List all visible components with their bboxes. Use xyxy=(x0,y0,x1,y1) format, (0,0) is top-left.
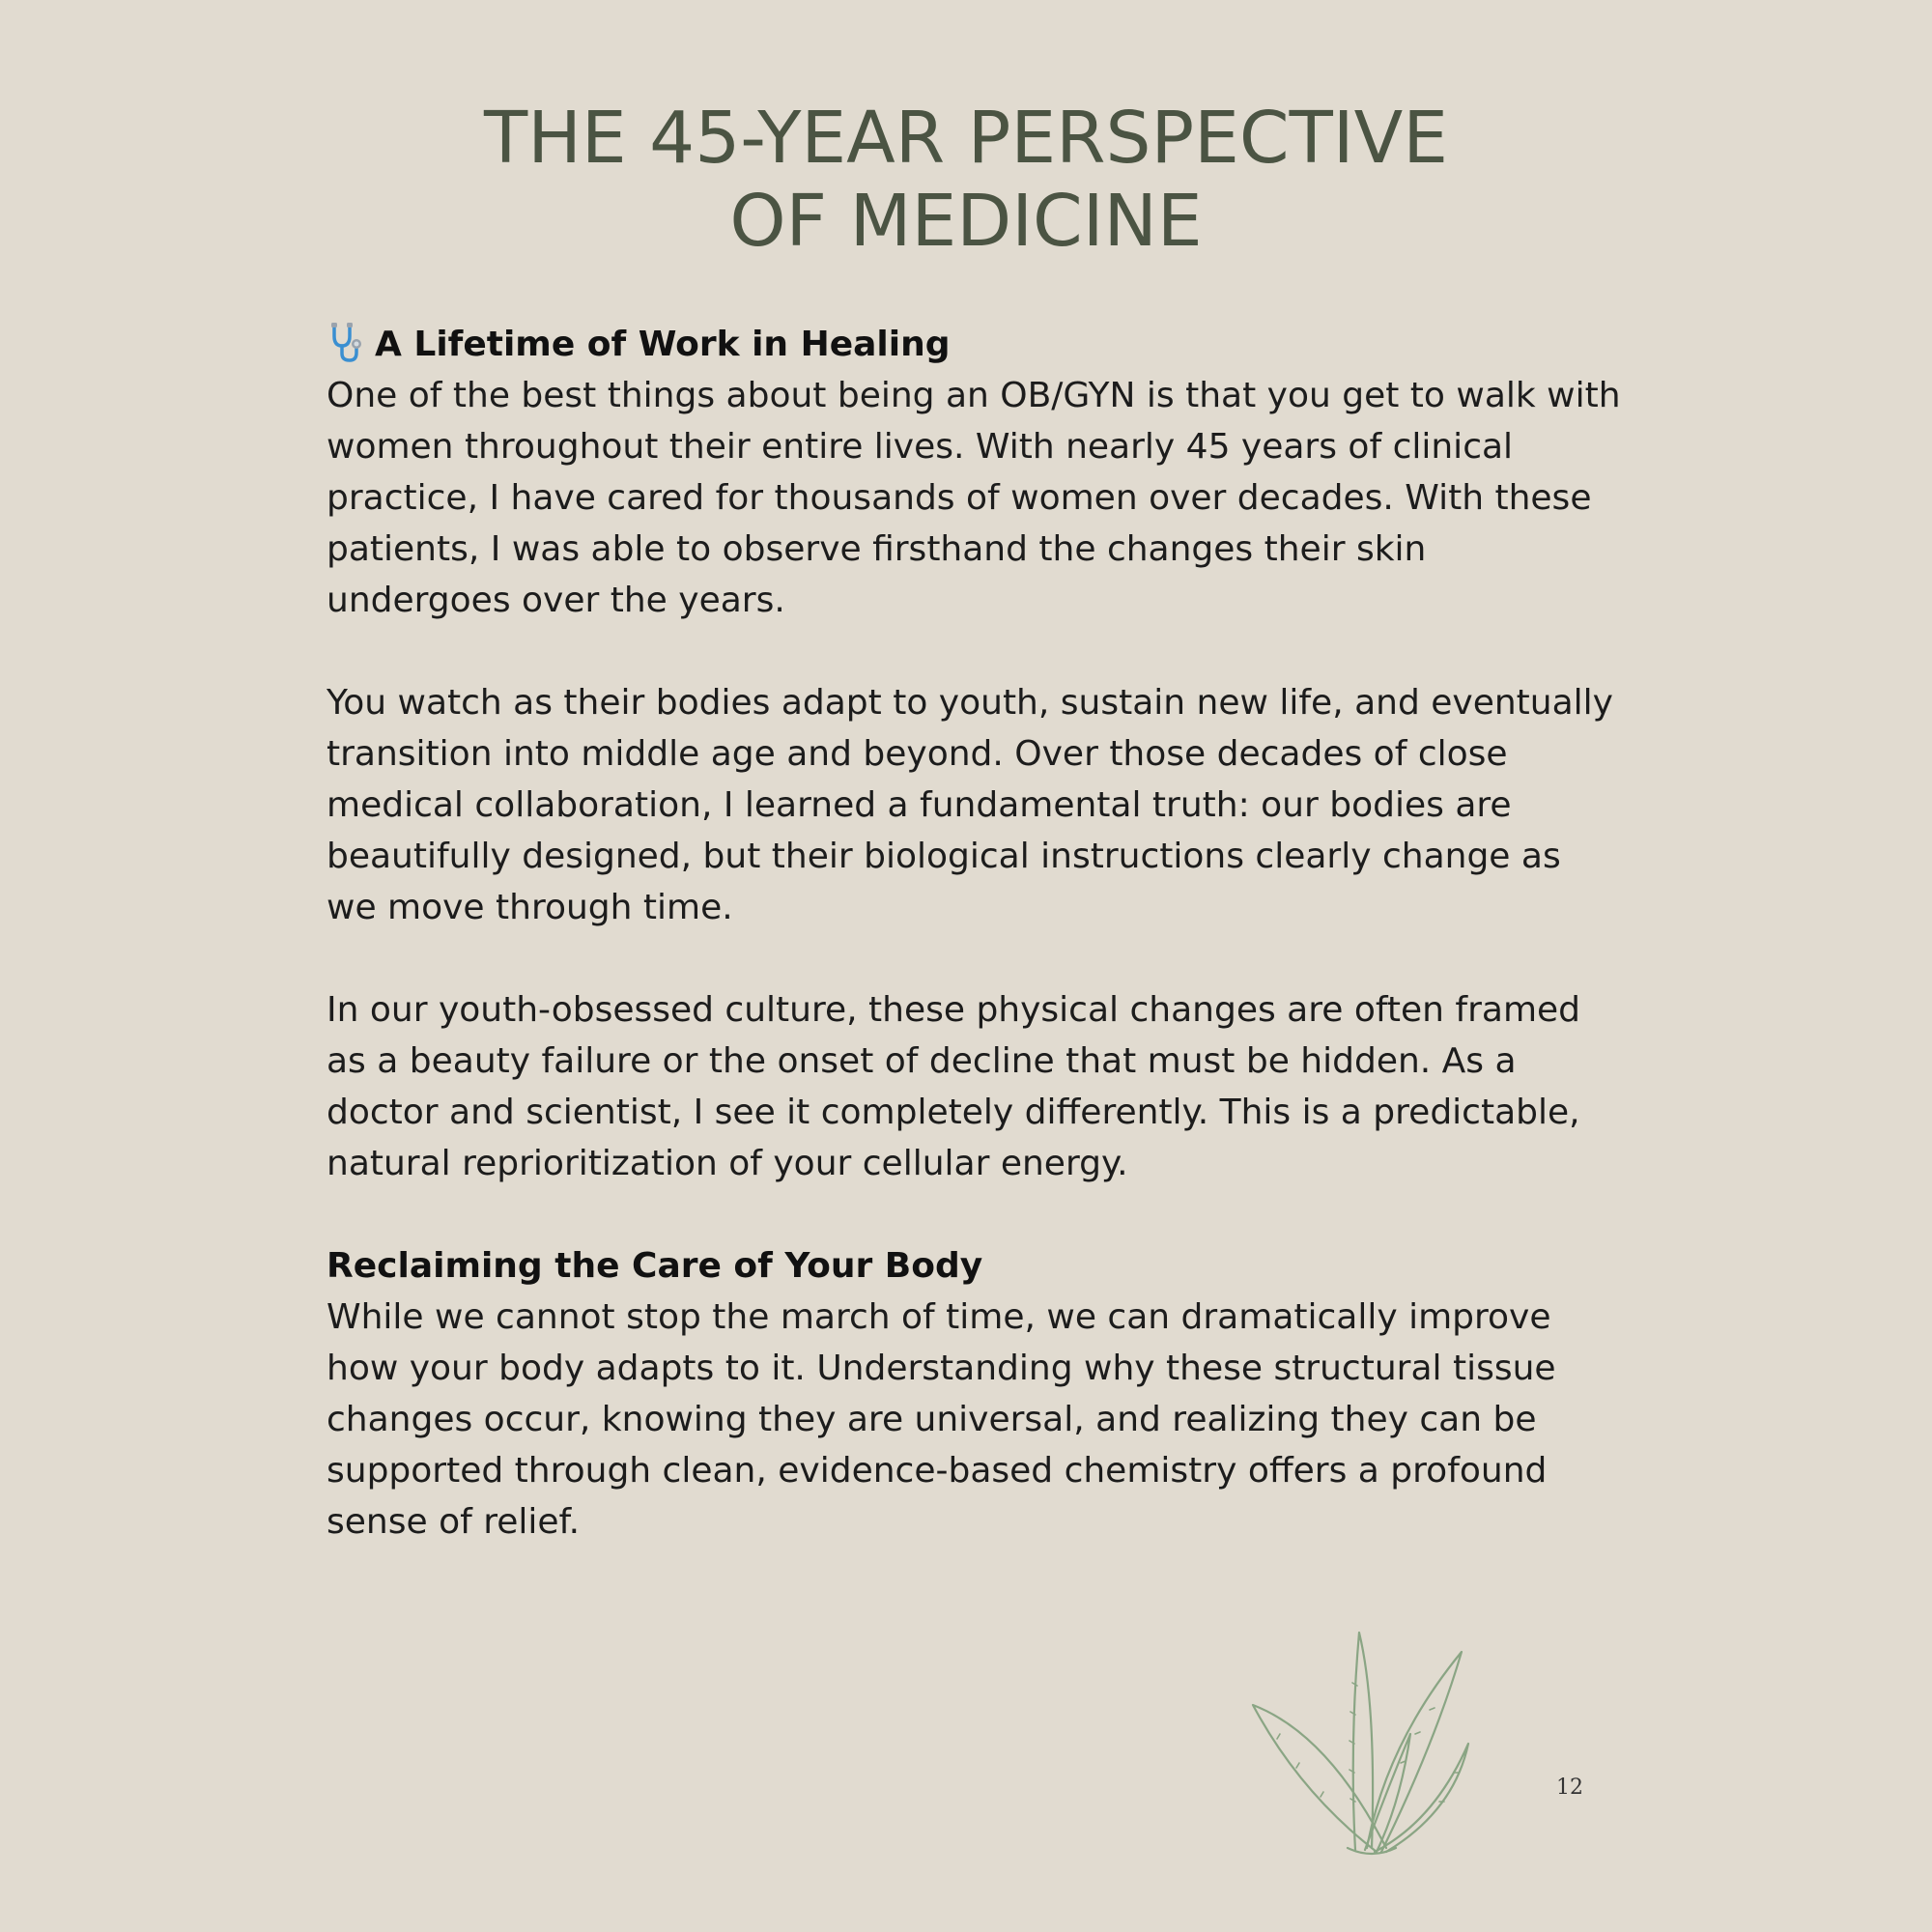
article-body xyxy=(327,319,1621,1548)
aloe-plant-icon xyxy=(1241,1628,1483,1860)
paragraph-reclaiming-1: While we cannot stop the march of time, we can dramatically improve how your body adapts to it. Understanding why these structural tissue changes occur, knowing they are universal, and realizing they can be supported through clean, evidence-based chemistry offers a profound sense of relief. xyxy=(327,1297,1556,1542)
page-title-line-1: THE 45-YEAR PERSPECTIVE xyxy=(484,97,1448,180)
section-heading-lifetime xyxy=(327,319,1621,370)
paragraph-lifetime-1: One of the best things about being an OB/GYN is that you get to walk with women throughout their entire lives. With nearly 45 years of clinical practice, I have cared for thousands of women over decades. With these patients, I was able to observe firsthand the changes their skin undergoes over the years. xyxy=(327,376,1621,620)
paragraph-lifetime-2: You watch as their bodies adapt to youth, sustain new life, and eventually transition into middle age and beyond. Over those decades of close medical collaboration, I learned a fundamental truth: our bodies are beautifully designed, but their biological instructions clearly change as we move through time. xyxy=(327,683,1613,927)
section-heading-reclaiming: Reclaiming the Care of Your Body xyxy=(327,1246,983,1286)
stethoscope-icon xyxy=(327,321,365,363)
page-title-line-2: OF MEDICINE xyxy=(729,180,1203,263)
paragraph-lifetime-3: In our youth-obsessed culture, these physical changes are often framed as a beauty failure or the onset of decline that must be hidden. As a doctor and scientist, I see it completely differently. This is a predictable, natural reprioritization of your cellular energy. xyxy=(327,990,1581,1183)
page-number: 12 xyxy=(1556,1776,1583,1800)
page-title xyxy=(0,97,1932,263)
section-heading-text: A Lifetime of Work in Healing xyxy=(375,325,951,364)
